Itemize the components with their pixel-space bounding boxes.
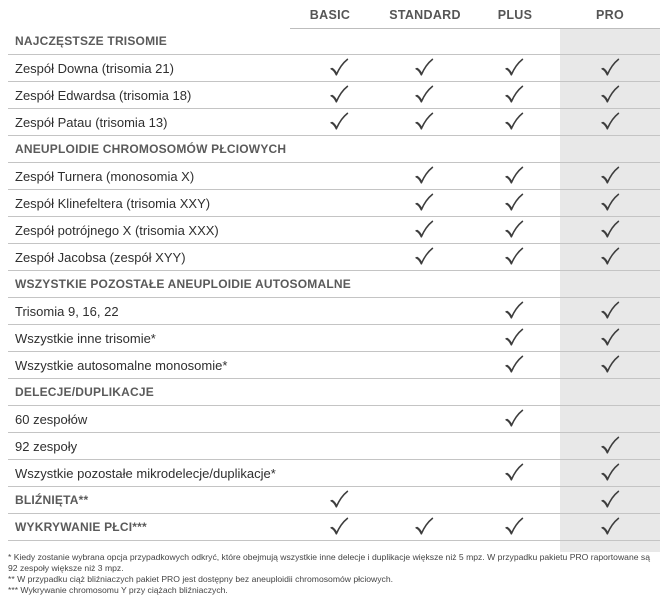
table-row (8, 325, 660, 352)
cell-plus (469, 244, 559, 271)
column-header-plus: PLUS (497, 8, 533, 22)
checkmark-icon (599, 302, 621, 319)
table-row (8, 460, 660, 487)
section-title: WYKRYWANIE PŁCI*** (8, 514, 298, 541)
checkmark-icon (503, 113, 525, 130)
checkmark-icon (599, 464, 621, 481)
section-row (8, 514, 660, 541)
cell-plus (469, 352, 559, 379)
cell-plus (469, 136, 559, 163)
cell-standard (379, 163, 469, 190)
cell-plus (469, 109, 559, 136)
cell-plus (469, 298, 559, 325)
checkmark-icon (599, 248, 621, 265)
cell-basic (298, 82, 378, 109)
feature-label: Wszystkie inne trisomie* (8, 325, 298, 352)
checkmark-icon (413, 518, 435, 535)
checkmark-icon (599, 113, 621, 130)
checkmark-icon (599, 518, 621, 535)
checkmark-icon (328, 86, 350, 103)
section-title: NAJCZĘSTSZE TRISOMIE (8, 28, 298, 55)
feature-label: Zespół Turnera (monosomia X) (8, 163, 298, 190)
cell-standard (379, 298, 469, 325)
cell-standard (379, 379, 469, 406)
cell-pro (560, 109, 660, 136)
checkmark-icon (413, 194, 435, 211)
cell-plus (469, 433, 559, 460)
cell-basic (298, 109, 378, 136)
cell-pro (560, 163, 660, 190)
checkmark-icon (599, 167, 621, 184)
checkmark-icon (413, 113, 435, 130)
checkmark-icon (503, 221, 525, 238)
checkmark-icon (503, 248, 525, 265)
section-row (8, 136, 660, 163)
cell-standard (379, 406, 469, 433)
checkmark-icon (599, 221, 621, 238)
footnote-3: *** Wykrywanie chromosomu Y przy ciążach bliźniaczych. (8, 585, 228, 595)
table-row (8, 190, 660, 217)
cell-basic (298, 217, 378, 244)
cell-pro (560, 190, 660, 217)
cell-basic (298, 406, 378, 433)
checkmark-icon (328, 518, 350, 535)
cell-plus (469, 271, 559, 298)
cell-plus (469, 460, 559, 487)
table-row (8, 352, 660, 379)
cell-plus (469, 379, 559, 406)
footnote-2: ** W przypadku ciąż bliźniaczych pakiet PRO jest dostępny bez aneuploidii chromosomów płciowych. (8, 574, 393, 584)
cell-pro (560, 514, 660, 541)
cell-plus (469, 217, 559, 244)
cell-basic (298, 163, 378, 190)
checkmark-icon (413, 248, 435, 265)
feature-label: Zespół Jacobsa (zespół XYY) (8, 244, 298, 271)
table-row (8, 55, 660, 82)
section-title: BLIŹNIĘTA** (8, 487, 298, 514)
checkmark-icon (413, 221, 435, 238)
table-row (8, 298, 660, 325)
section-row (8, 28, 660, 55)
checkmark-icon (599, 491, 621, 508)
checkmark-icon (413, 167, 435, 184)
checkmark-icon (413, 86, 435, 103)
checkmark-icon (503, 329, 525, 346)
section-row (8, 271, 660, 298)
table-row (8, 217, 660, 244)
column-header-pro: PRO (596, 8, 624, 22)
cell-basic (298, 298, 378, 325)
table-row (8, 109, 660, 136)
cell-standard (379, 82, 469, 109)
feature-label: Zespół potrójnego X (trisomia XXX) (8, 217, 298, 244)
checkmark-icon (503, 194, 525, 211)
cell-standard (379, 217, 469, 244)
cell-standard (379, 460, 469, 487)
cell-pro (560, 325, 660, 352)
cell-basic (298, 136, 378, 163)
cell-basic (298, 244, 378, 271)
feature-label: 92 zespoły (8, 433, 298, 460)
cell-basic (298, 487, 378, 514)
cell-plus (469, 82, 559, 109)
cell-basic (298, 514, 378, 541)
cell-plus (469, 325, 559, 352)
cell-basic (298, 433, 378, 460)
checkmark-icon (328, 59, 350, 76)
checkmark-icon (599, 86, 621, 103)
table-row (8, 433, 660, 460)
feature-label: Trisomia 9, 16, 22 (8, 298, 298, 325)
cell-standard (379, 244, 469, 271)
cell-pro (560, 379, 660, 406)
section-title: DELECJE/DUPLIKACJE (8, 379, 298, 406)
cell-plus (469, 514, 559, 541)
feature-label: Zespół Downa (trisomia 21) (8, 55, 298, 82)
checkmark-icon (503, 302, 525, 319)
cell-standard (379, 136, 469, 163)
checkmark-icon (328, 491, 350, 508)
checkmark-icon (599, 59, 621, 76)
cell-standard (379, 487, 469, 514)
table-row (8, 82, 660, 109)
feature-label: Wszystkie pozostałe mikrodelecje/duplikacje* (8, 460, 298, 487)
footnote-1: * Kiedy zostanie wybrana opcja przypadkowych odkryć, które obejmują wszystkie inne delecje i duplikacje większe niż 5 mpz. W przypadku pakietu PRO raportowane są 92 zespoły większe niż 3 mpz. (8, 552, 650, 573)
checkmark-icon (599, 329, 621, 346)
section-row (8, 487, 660, 514)
footnotes (8, 552, 658, 596)
cell-standard (379, 514, 469, 541)
checkmark-icon (503, 167, 525, 184)
feature-label: 60 zespołów (8, 406, 298, 433)
feature-label: Zespół Klinefeltera (trisomia XXY) (8, 190, 298, 217)
column-header-row (0, 0, 660, 28)
checkmark-icon (503, 464, 525, 481)
cell-basic (298, 379, 378, 406)
cell-pro (560, 217, 660, 244)
cell-pro (560, 433, 660, 460)
checkmark-icon (503, 59, 525, 76)
cell-standard (379, 55, 469, 82)
cell-plus (469, 406, 559, 433)
checkmark-icon (413, 59, 435, 76)
cell-pro (560, 298, 660, 325)
cell-plus (469, 55, 559, 82)
checkmark-icon (503, 86, 525, 103)
cell-plus (469, 28, 559, 55)
cell-pro (560, 55, 660, 82)
feature-label: Wszystkie autosomalne monosomie* (8, 352, 298, 379)
cell-standard (379, 28, 469, 55)
checkmark-icon (503, 518, 525, 535)
cell-basic (298, 460, 378, 487)
feature-label: Zespół Edwardsa (trisomia 18) (8, 82, 298, 109)
cell-pro (560, 460, 660, 487)
table-row (8, 163, 660, 190)
cell-standard (379, 271, 469, 298)
checkmark-icon (599, 356, 621, 373)
cell-pro (560, 406, 660, 433)
cell-pro (560, 136, 660, 163)
cell-standard (379, 352, 469, 379)
column-header-basic: BASIC (309, 8, 351, 22)
section-row (8, 379, 660, 406)
cell-basic (298, 352, 378, 379)
cell-pro (560, 28, 660, 55)
cell-standard (379, 433, 469, 460)
cell-pro (560, 82, 660, 109)
cell-pro (560, 271, 660, 298)
table-row (8, 244, 660, 271)
table-row (8, 406, 660, 433)
checkmark-icon (503, 410, 525, 427)
cell-plus (469, 190, 559, 217)
column-header-standard: STANDARD (389, 8, 461, 22)
cell-pro (560, 244, 660, 271)
cell-plus (469, 163, 559, 190)
cell-basic (298, 55, 378, 82)
checkmark-icon (503, 356, 525, 373)
checkmark-icon (599, 437, 621, 454)
cell-pro (560, 352, 660, 379)
cell-standard (379, 325, 469, 352)
feature-label: Zespół Patau (trisomia 13) (8, 109, 298, 136)
checkmark-icon (328, 113, 350, 130)
section-title: ANEUPLOIDIE CHROMOSOMÓW PŁCIOWYCH (8, 136, 298, 163)
features-table (8, 28, 660, 541)
cell-pro (560, 487, 660, 514)
checkmark-icon (599, 194, 621, 211)
section-title: WSZYSTKIE POZOSTAŁE ANEUPLOIDIE AUTOSOMALNE (8, 271, 298, 298)
cell-basic (298, 325, 378, 352)
cell-plus (469, 487, 559, 514)
cell-standard (379, 190, 469, 217)
cell-basic (298, 28, 378, 55)
cell-standard (379, 109, 469, 136)
cell-basic (298, 190, 378, 217)
